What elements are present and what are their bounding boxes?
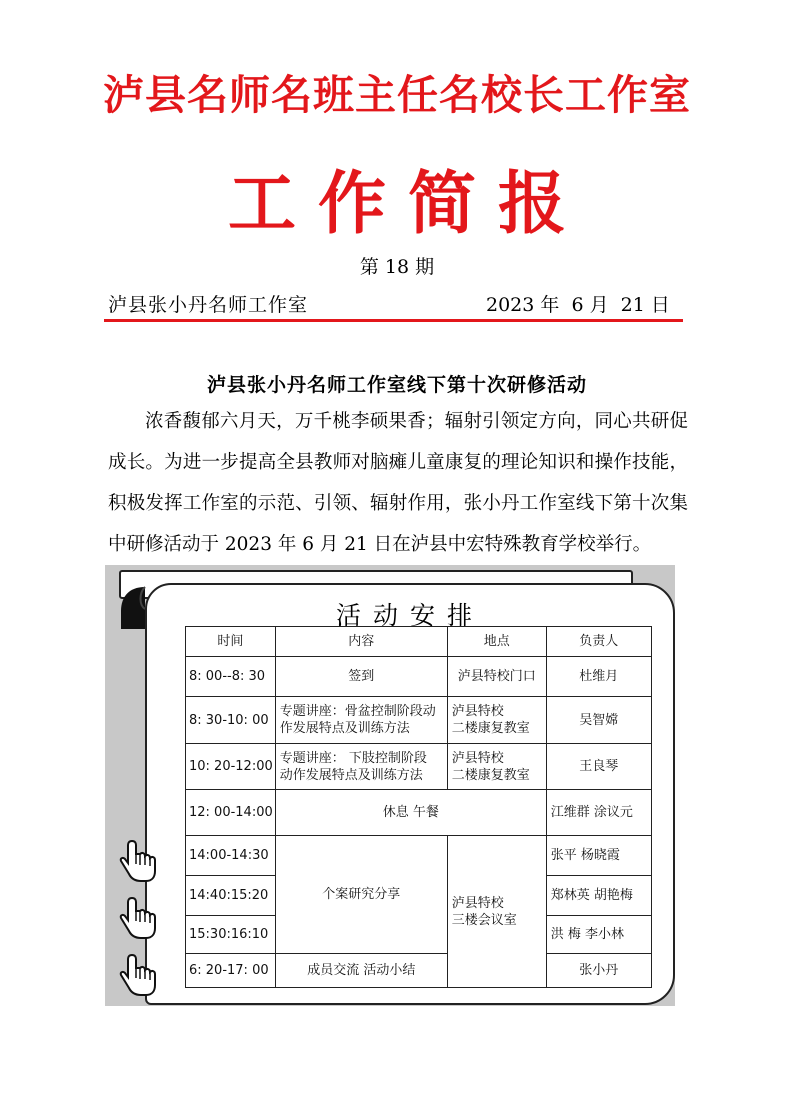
lead-cell: 王良琴	[546, 744, 651, 790]
pointing-hand-icon	[118, 895, 158, 941]
lead-cell: 张小丹	[546, 954, 651, 988]
schedule-sheet	[145, 583, 675, 1005]
place-cell	[447, 744, 546, 790]
column-header: 内容	[275, 627, 447, 657]
place-cell	[447, 836, 546, 988]
place-line: 泸县特校	[451, 750, 504, 766]
lead-cell: 吴智嫦	[546, 697, 651, 744]
bulletin-title: 工作简报	[227, 164, 588, 244]
time-cell: 12: 00-14:00	[186, 790, 276, 836]
column-header: 时间	[186, 627, 276, 657]
content-line: 专题讲座： 下肢控制阶段	[279, 750, 427, 766]
table-row	[186, 954, 652, 988]
content-cell: 签到	[275, 657, 447, 697]
place-line: 二楼康复教室	[451, 721, 530, 736]
lead-cell: 杜维月	[546, 657, 651, 697]
table-row	[186, 836, 652, 876]
schedule-image	[105, 565, 675, 1006]
table-row	[186, 657, 652, 697]
content-line: 动作发展特点及训练方法	[279, 767, 423, 783]
pointing-hand-icon	[118, 952, 158, 998]
place-cell: 泸县特校门口	[447, 657, 546, 697]
time-cell: 14:00-14:30	[186, 836, 276, 876]
content-cell: 休息 午餐	[275, 790, 546, 836]
place-line: 泸县特校	[451, 895, 504, 911]
lead-cell: 郑林英 胡艳梅	[546, 876, 651, 916]
lead-cell: 张平 杨晓霞	[546, 836, 651, 876]
place-line: 三楼会议室	[451, 912, 517, 928]
place-line: 二楼康复教室	[451, 767, 530, 783]
place-line: 泸县特校	[451, 704, 504, 719]
column-header: 地点	[447, 627, 546, 657]
schedule-table	[185, 626, 652, 988]
schedule-heading: 活动安排	[335, 601, 484, 630]
table-row	[186, 697, 652, 744]
content-cell	[275, 697, 447, 744]
time-cell: 8: 00--8: 30	[186, 657, 276, 697]
header-divider	[104, 319, 683, 322]
table-header-row	[186, 627, 652, 657]
publish-date: 2023 年 6 月 21 日	[486, 294, 670, 316]
time-cell: 14:40:15:20	[186, 876, 276, 916]
content-cell	[275, 744, 447, 790]
time-cell: 10: 20-12:00	[186, 744, 276, 790]
issue-number: 第 18 期	[359, 256, 435, 278]
content-cell: 成员交流 活动小结	[275, 954, 447, 988]
studio-name: 泸县张小丹名师工作室	[108, 294, 309, 316]
time-cell: 8: 30-10: 00	[186, 697, 276, 744]
article-title: 泸县张小丹名师工作室线下第十次研修活动	[206, 374, 587, 396]
content-line: 专题讲座：骨盆控制阶段动	[279, 704, 436, 719]
column-header: 负责人	[546, 627, 651, 657]
pointing-hand-icon	[118, 838, 158, 884]
content-line: 作发展特点及训练方法	[279, 721, 410, 736]
org-title: 泸县名师名班主任名校长工作室	[103, 71, 691, 119]
lead-cell: 洪 梅 李小林	[546, 916, 651, 954]
time-cell: 6: 20-17: 00	[186, 954, 276, 988]
article-body: 浓香馥郁六月天，万千桃李硕果香；辐射引领定方向，同心共研促成长。为进一步提高全县教师对脑瘫儿童康复的理论知识和操作技能，积极发挥工作室的示范、引领、辐射作用，张小丹工作室线下第十次集中研修活动于 2023 年 6 月 21 日在泸县中宏特殊教育学校举行。	[108, 411, 688, 555]
table-row	[186, 744, 652, 790]
place-cell	[447, 697, 546, 744]
table-row	[186, 790, 652, 836]
lead-cell: 江维群 涂议元	[546, 790, 651, 836]
time-cell: 15:30:16:10	[186, 916, 276, 954]
content-cell: 个案研究分享	[275, 836, 447, 954]
